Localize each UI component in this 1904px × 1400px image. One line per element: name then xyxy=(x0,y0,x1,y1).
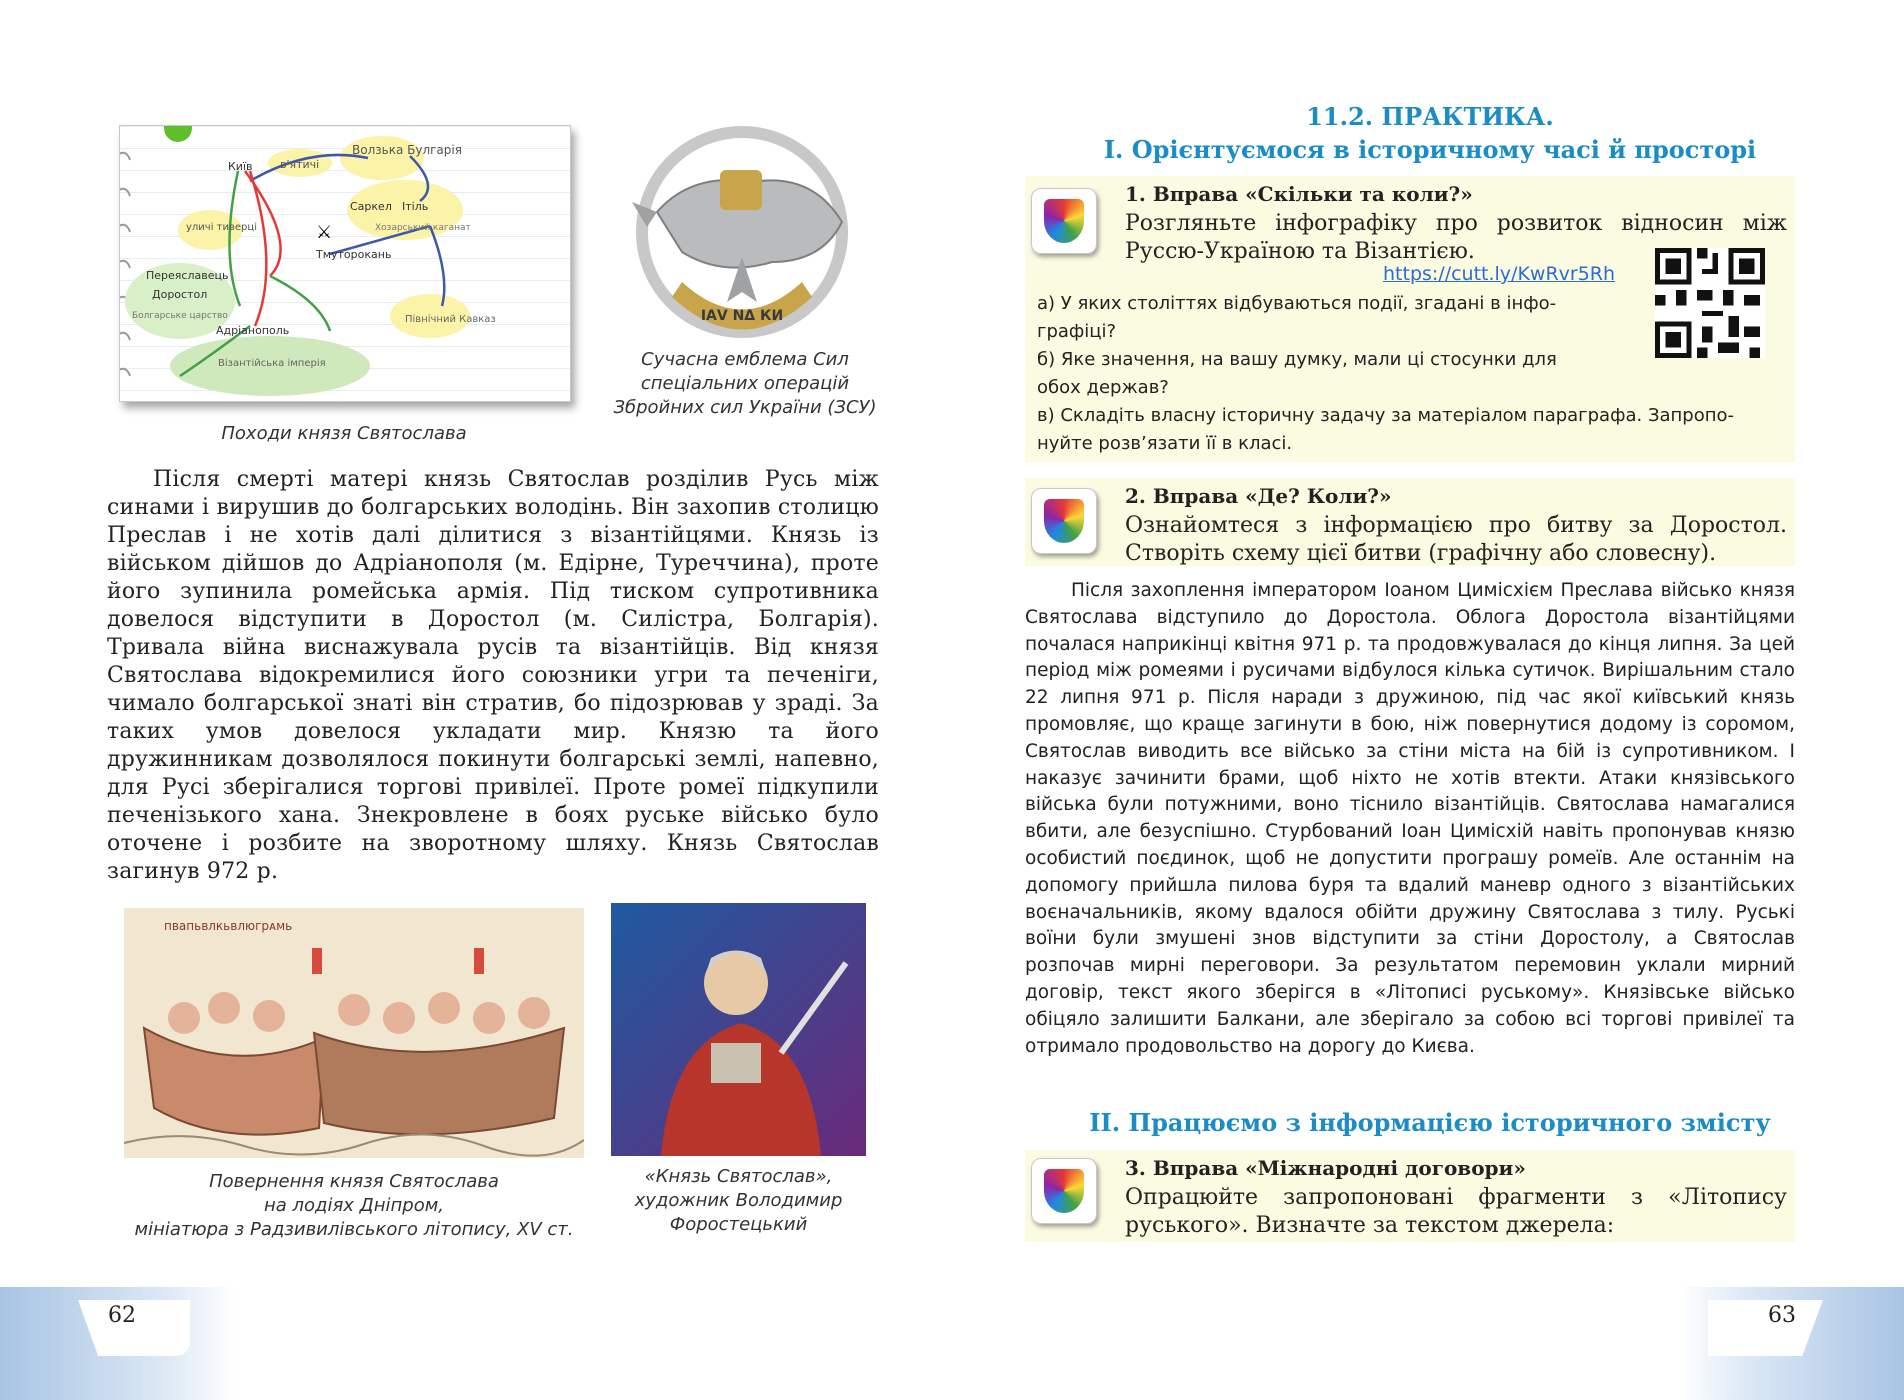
section-heading-2: ІІ. Працюємо з інформацією історичного змісту xyxy=(1089,1108,1771,1137)
emblem-image xyxy=(602,112,882,347)
task-1-title: 1. Вправа «Скільки та коли?» xyxy=(1125,182,1473,206)
right-body-text xyxy=(1025,578,1795,1060)
exercise-icon xyxy=(1031,188,1097,254)
map-label-ulychi: уличі тиверці xyxy=(186,222,257,233)
task-2-title: 2. Вправа «Де? Коли?» xyxy=(1125,484,1392,508)
map-label-adrianopol: Адріанополь xyxy=(216,324,290,337)
portrait-caption xyxy=(611,1165,866,1237)
ships-caption xyxy=(124,1170,584,1242)
exercise-icon xyxy=(1031,1158,1097,1224)
map-label-kyiv: Київ xyxy=(228,160,253,173)
map-label-bulgaria: Болгарське царство xyxy=(132,311,228,321)
map-label-itil: Ітіль xyxy=(402,200,429,213)
emblem-caption-line: спеціальних операцій xyxy=(640,373,850,394)
emblem-caption-line: Збройних сил України (ЗСУ) xyxy=(613,397,877,418)
question-line: графіці? xyxy=(1037,321,1117,342)
map-label-sarkel: Саркел xyxy=(350,200,392,213)
left-paragraph: Після смерті матері князь Святослав розділив Русь між синами і вирушив до болгарських володінь. Він захопив столицю Преслав і не хотів далі ділитися з візантійцями. Князь із військом дійшов до Адріанополя (м. Едірне, Туреччина), проте його зупинила ромейська армія. Під тиском супротивника довелося відступити в Доростол (м. Силістра, Болгарія). Тривала війна виснажувала русів та візантійців. Від князя Святослава відокремилися його союзники угри та печеніги, чимало болгарської знаті він стратив, бо підозрював у зраді. За таких умов довелося укладати мир. Князю та його дружинникам дозволялося покинути болгарські землі, напевно, для Русі зберігалися торгові привілеї. Проте ромеї підкупили печенізького хана. Знекровлене в боях руське військо було оточене і розбите на зворотному шляху. Князь Святослав загинув 972 р. xyxy=(107,467,879,884)
svg-text:пвапьвлкьвлюгрᴀмь: пвапьвлкьвлюгрᴀмь xyxy=(164,919,293,933)
question-line: обох держав? xyxy=(1037,377,1169,398)
task-1-questions-short xyxy=(1037,290,1735,458)
portrait-caption-line: Форостецький xyxy=(669,1214,808,1235)
question-line: в) Складіть власну історичну задачу за матеріалом параграфа. Запропо- xyxy=(1037,405,1735,426)
task-3-box xyxy=(1025,1150,1795,1242)
section-heading-1: І. Орієнтуємося в історичному часі й просторі xyxy=(1103,135,1757,164)
question-line: а) У яких століттях відбуваються події, згадані в інфо- xyxy=(1037,293,1557,314)
ships-miniature-image xyxy=(124,908,584,1158)
left-body-text xyxy=(107,466,879,886)
emblem-caption xyxy=(600,348,890,420)
map-label-volga: Волзька Булгарія xyxy=(352,143,462,157)
map-label-tmutorokan: Тмуторокань xyxy=(316,248,392,261)
battle-icon: ⚔ xyxy=(316,222,333,243)
emblem-caption-line: Сучасна емблема Сил xyxy=(641,349,849,370)
emblem-ribbon-text: ІАV NΔ КИ xyxy=(700,308,784,324)
portrait-caption-line: «Князь Святослав», xyxy=(644,1166,833,1187)
svyatoslav-portrait-image xyxy=(611,903,866,1156)
ships-caption-line: мініатюра з Радзивилівського літопису, XV ст. xyxy=(134,1219,574,1240)
task-2-box xyxy=(1025,478,1795,566)
task-3-title: 3. Вправа «Міжнародні договори» xyxy=(1125,1156,1526,1180)
task-1-description: Розгляньте інфографіку про розвиток відносин між Руссю-Україною та Візантією. xyxy=(1125,211,1787,264)
map-label-khazar: Хозарський каганат xyxy=(375,223,471,233)
campaign-map xyxy=(119,125,571,402)
task-1-box xyxy=(1025,176,1795,462)
map-label-caucasus: Північний Кавказ xyxy=(405,314,496,325)
map-drawing xyxy=(120,126,570,401)
section-title: 11.2. ПРАКТИКА. xyxy=(1306,102,1554,131)
map-label-pereiaslavets: Переяславець xyxy=(146,269,229,282)
qr-code-icon[interactable] xyxy=(1655,248,1765,358)
page-number-left: 62 xyxy=(108,1303,136,1328)
map-caption: Походи князя Святослава xyxy=(221,423,467,444)
question-line: нуйте розв’язати її в класі. xyxy=(1037,433,1293,454)
ships-caption-line: Повернення князя Святослава xyxy=(209,1171,499,1192)
right-paragraph: Після захоплення імператором Іоаном Цимісхієм Преслава військо князя Святослава відступило до Доростола. Облога Доростола візантійцями почалася наприкінці квітня 971 р. та продовжувалася до кінця липня. За цей період між ромеями і русичами відбулося кілька сутичок. Вирішальним стало 22 липня 971 р. Після наради з дружиною, під час якої київський князь промовляє, що краще загинути в бою, ніж повернутися додому із соромом, Святослав виводить все військо за стіни міста на бій із супротивником. І наказує зачинити брами, щоб ніхто не хотів втекти. Атаки князівського війська були потужними, воно тіснило візантійців. Святослава намагалися вбити, але безуспішно. Стурбований Іоан Цимісхій навіть пропонував князю особистий поєдинок, щоб не допустити програшу ромеїв. Але останнім на допомогу прийшла пилова буря та вдалий маневр одного з візантійських воєначальників, якому вдалося обійти дружину Святослава з тилу. Руські воїни були змушені знов відступити за стіни Доростолу, а Святослав розпочав мирні переговори. За результатом перемовин уклали мирний договір, текст якого зберігся в «Літописі руському». Князівське військо обіцяло залишити Балкани, але зберігало за собою всі торгові привілеї та отримало продовольство на дорогу до Києва. xyxy=(1025,580,1795,1057)
question-line: б) Яке значення, на вашу думку, мали ці стосунки для xyxy=(1037,349,1557,370)
map-label-viatychi: в'ятичі xyxy=(280,158,320,171)
ships-caption-line: на лодіях Дніпром, xyxy=(263,1195,445,1216)
task-2-description: Ознайомтеся з інформацією про битву за Доростол. Створіть схему цієї битви (графічну або словесну). xyxy=(1125,513,1787,566)
portrait-caption-line: художник Володимир xyxy=(634,1190,843,1211)
map-label-byzantium: Візантійська імперія xyxy=(218,358,326,369)
task-3-description: Опрацюйте запропоновані фрагменти з «Літопису руського». Визначте за текстом джерела: xyxy=(1125,1185,1787,1238)
exercise-icon xyxy=(1031,488,1097,554)
map-label-dorostol: Доростол xyxy=(152,288,208,301)
task-1-link[interactable]: https://cutt.ly/KwRvr5Rh xyxy=(1383,263,1616,285)
page-number-right: 63 xyxy=(1768,1303,1796,1328)
pin-icon xyxy=(164,126,192,142)
